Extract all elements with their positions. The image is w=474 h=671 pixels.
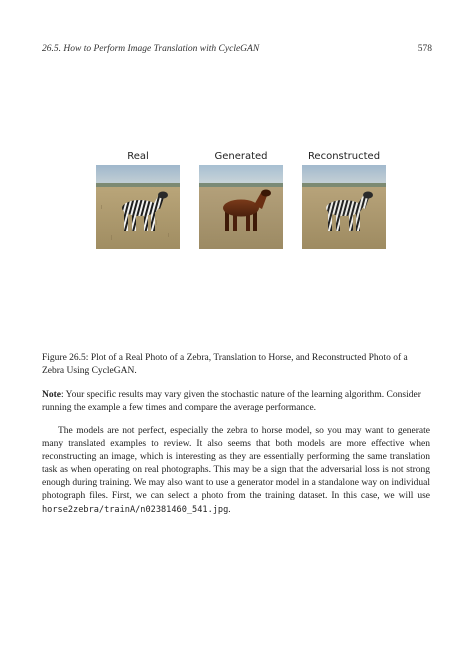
note-paragraph [42, 389, 430, 415]
file-path-code: horse2zebra/trainA/n02381460_541.jpg [42, 504, 229, 515]
page-header [42, 44, 432, 54]
panel-label-reconstructed: Reconstructed [307, 151, 381, 162]
panel-label-real: Real [127, 151, 149, 162]
panel-real [96, 150, 180, 249]
panel-label-generated: Generated [214, 151, 268, 162]
figure-26-5 [96, 150, 386, 249]
body-end: . [228, 504, 231, 515]
note-text: : Your specific results may vary given the stochastic nature of the learning algorithm. Consider running the example a few times and compare the average performance. [42, 390, 421, 413]
body-text: The models are not perfect, especially the zebra to horse model, so you may want to generate many translated examples to review. It also seems that both models are more effective when reconstructing an image, which is interesting as they are essentially performing the same translation task as when operating on real photographs. This may be a sign that the adversarial loss is not strong enough during training. We may also want to use a generator model in a standalone way on individual photograph files. First, we can select a photo from the training dataset. In this case, we will use [42, 426, 430, 502]
figure-caption: Figure 26.5: Plot of a Real Photo of a Zebra, Translation to Horse, and Reconstructed Photo of a Zebra Using CycleGAN. [42, 353, 408, 376]
panel-reconstructed [302, 150, 386, 249]
generated-horse-image [199, 165, 283, 249]
real-zebra-image [96, 165, 180, 249]
panel-generated [199, 150, 283, 249]
section-title: 26.5. How to Perform Image Translation with CycleGAN [42, 44, 260, 54]
reconstructed-zebra-image [302, 165, 386, 249]
page-number: 578 [417, 44, 432, 54]
body-paragraph [42, 425, 430, 517]
note-label: Note [42, 390, 61, 400]
